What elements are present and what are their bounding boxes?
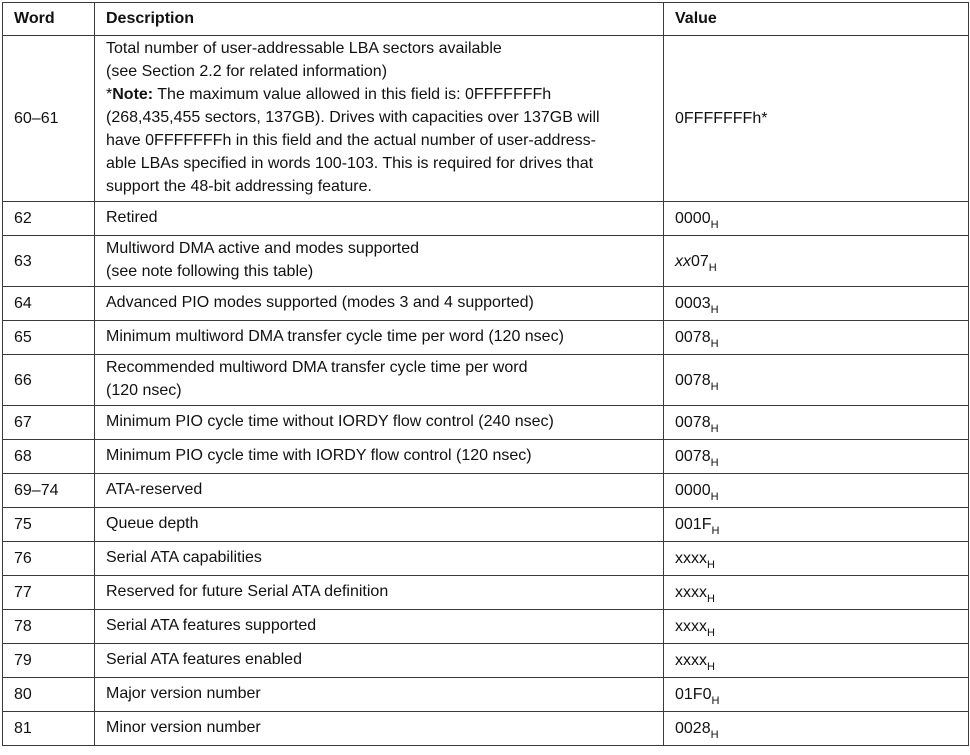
table-header-row [3, 3, 969, 36]
value-number: 07 [691, 252, 709, 270]
description-line: (see note following this table) [106, 263, 314, 280]
value-number: 0003 [675, 295, 711, 312]
table-row [3, 712, 969, 746]
table-row [3, 236, 969, 287]
word-cell: 81 [3, 712, 95, 746]
value-number: xxxx [675, 550, 707, 567]
description-line: able LBAs specified in words 100-103. This is required for drives that [106, 155, 594, 172]
word-cell: 79 [3, 644, 95, 678]
value-number: 001F [675, 516, 712, 533]
value-cell [664, 576, 969, 610]
table-row [3, 474, 969, 508]
description-cell [95, 678, 664, 712]
value-cell [664, 287, 969, 321]
description-line: Reserved for future Serial ATA definition [106, 583, 389, 600]
value-cell [664, 236, 969, 287]
description-line: Recommended multiword DMA transfer cycle time per word [106, 359, 528, 376]
value-cell [664, 406, 969, 440]
description-line: Minor version number [106, 719, 261, 736]
description-cell [95, 321, 664, 355]
value-number: 0000 [675, 482, 711, 499]
value-cell [664, 474, 969, 508]
value-number: 0078 [675, 414, 711, 431]
description-cell [95, 712, 664, 746]
hex-suffix: H [710, 729, 719, 741]
table-row [3, 406, 969, 440]
hex-suffix: H [710, 457, 719, 469]
description-cell [95, 542, 664, 576]
value-number: 0078 [675, 329, 711, 346]
value-cell [664, 321, 969, 355]
description-line: Minimum PIO cycle time with IORDY flow control (120 nsec) [106, 447, 532, 464]
word-cell: 69–74 [3, 474, 95, 508]
description-cell [95, 576, 664, 610]
description-line: Serial ATA features supported [106, 617, 317, 634]
description-cell [95, 474, 664, 508]
word-cell: 65 [3, 321, 95, 355]
description-line: Queue depth [106, 515, 199, 532]
value-number: 0000 [675, 210, 711, 227]
hex-suffix: H [711, 525, 720, 537]
table-row [3, 355, 969, 406]
word-cell: 67 [3, 406, 95, 440]
table-row [3, 610, 969, 644]
value-cell [664, 610, 969, 644]
table-row [3, 321, 969, 355]
value-prefix: xx [675, 252, 691, 270]
word-cell: 77 [3, 576, 95, 610]
description-cell [95, 202, 664, 236]
table-row [3, 202, 969, 236]
description-cell [95, 36, 664, 202]
value-number: xxxx [675, 584, 707, 601]
hex-suffix: H [707, 627, 715, 639]
value-number: 01F0 [675, 686, 712, 703]
hex-suffix: H [710, 491, 719, 503]
word-cell: 80 [3, 678, 95, 712]
description-cell [95, 508, 664, 542]
value-cell [664, 542, 969, 576]
table-row [3, 287, 969, 321]
table-row [3, 644, 969, 678]
word-cell: 63 [3, 236, 95, 287]
hex-suffix: H [710, 338, 719, 350]
note-line [106, 83, 655, 106]
note-text: The maximum value allowed in this field is: 0FFFFFFFh [153, 86, 552, 103]
value-cell [664, 440, 969, 474]
value-cell [664, 678, 969, 712]
description-cell [95, 644, 664, 678]
description-line: Minimum PIO cycle time without IORDY flow control (240 nsec) [106, 413, 554, 430]
value-cell [664, 508, 969, 542]
word-cell: 78 [3, 610, 95, 644]
description-cell [95, 440, 664, 474]
word-cell: 68 [3, 440, 95, 474]
word-cell: 60–61 [3, 36, 95, 202]
hex-suffix: H [710, 380, 719, 393]
description-line: (120 nsec) [106, 382, 182, 399]
value-cell [664, 355, 969, 406]
word-cell: 64 [3, 287, 95, 321]
hex-suffix: H [707, 559, 715, 571]
hex-suffix: H [710, 304, 719, 316]
description-cell [95, 236, 664, 287]
table-row [3, 678, 969, 712]
note-label: Note: [112, 86, 154, 103]
table-row [3, 542, 969, 576]
table-row [3, 36, 969, 202]
word-cell: 76 [3, 542, 95, 576]
description-line: Advanced PIO modes supported (modes 3 and 4 supported) [106, 294, 534, 311]
description-line: Major version number [106, 685, 261, 702]
description-line: Multiword DMA active and modes supported [106, 240, 420, 257]
header-value: Value [664, 3, 969, 36]
description-line: Retired [106, 209, 158, 226]
description-line: Serial ATA capabilities [106, 549, 262, 566]
value-number: xxxx [675, 652, 707, 669]
description-line: (see Section 2.2 for related information) [106, 63, 388, 80]
value-cell [664, 644, 969, 678]
value-number: 0078 [675, 371, 711, 389]
table-row [3, 440, 969, 474]
table-row [3, 576, 969, 610]
header-description: Description [95, 3, 664, 36]
description-line: Minimum multiword DMA transfer cycle time per word (120 nsec) [106, 328, 564, 345]
table-row [3, 508, 969, 542]
value-cell [664, 712, 969, 746]
description-cell [95, 610, 664, 644]
value-number: 0028 [675, 720, 711, 737]
word-cell: 62 [3, 202, 95, 236]
hex-suffix: H [707, 593, 715, 605]
hex-suffix: H [707, 661, 715, 673]
hex-suffix: H [710, 219, 719, 231]
description-line: support the 48-bit addressing feature. [106, 178, 372, 195]
hex-suffix: H [711, 695, 720, 707]
note-asterisk: * [106, 86, 113, 103]
description-cell [95, 287, 664, 321]
hex-suffix: H [708, 261, 717, 274]
word-cell: 66 [3, 355, 95, 406]
description-line: Serial ATA features enabled [106, 651, 302, 668]
word-cell: 75 [3, 508, 95, 542]
header-word: Word [3, 3, 95, 36]
description-line: Total number of user-addressable LBA sectors available [106, 40, 502, 57]
value-cell: 0FFFFFFFh* [664, 36, 969, 202]
value-number: xxxx [675, 618, 707, 635]
description-cell [95, 406, 664, 440]
value-number: 0078 [675, 448, 711, 465]
table-body [3, 36, 969, 746]
description-line: (268,435,455 sectors, 137GB). Drives with capacities over 137GB will [106, 109, 600, 126]
description-line: have 0FFFFFFFh in this field and the actual number of user-address- [106, 132, 596, 149]
description-cell [95, 355, 664, 406]
description-line: ATA-reserved [106, 481, 203, 498]
identify-device-table [2, 2, 969, 746]
hex-suffix: H [710, 423, 719, 435]
value-cell [664, 202, 969, 236]
